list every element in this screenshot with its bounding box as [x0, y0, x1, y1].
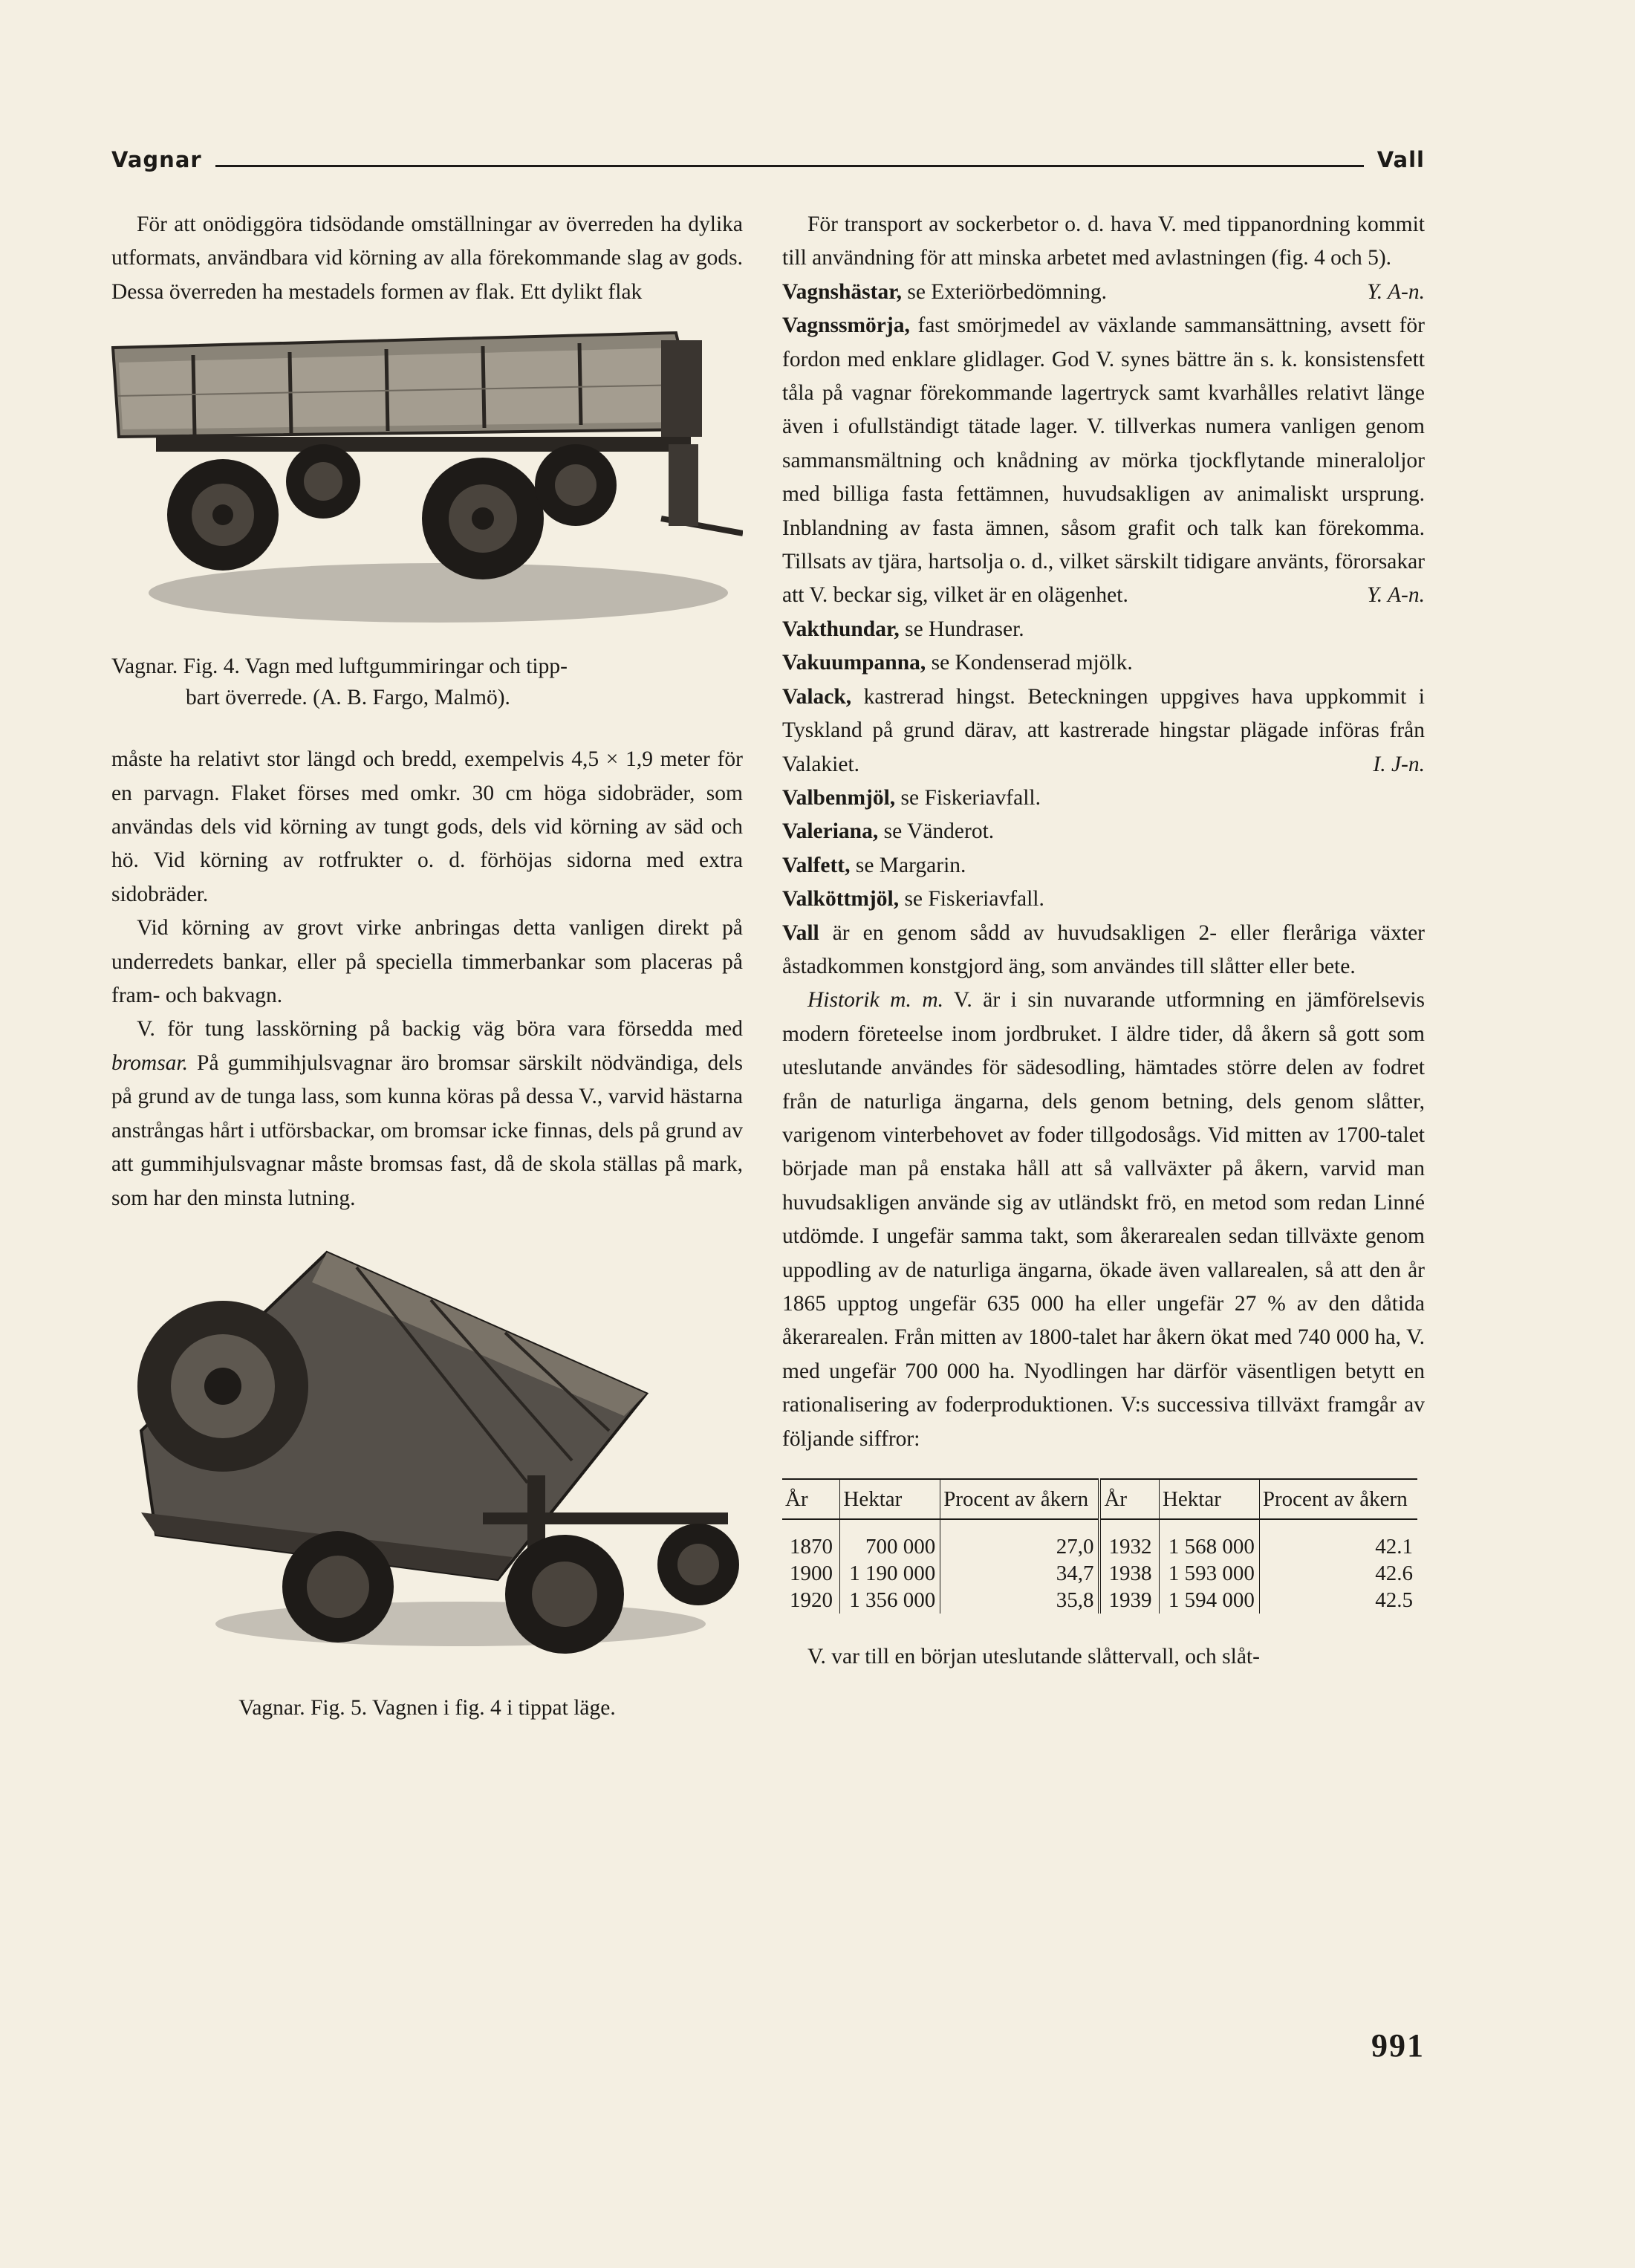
- figure-4-caption-line-1: Vagnar. Fig. 4. Vagn med luftgummiringar och tipp-: [111, 654, 568, 679]
- table-header-cell: År: [782, 1479, 840, 1519]
- figure-5-caption: Vagnar. Fig. 5. Vagnen i fig. 4 i tippat läge.: [238, 1695, 616, 1720]
- left-column: [111, 208, 743, 1723]
- left-paragraph-4-end: På gummihjulsvagnar äro bromsar särskilt nödvändiga, dels på grund av de tunga lass, som kunna köras på dessa V., varvid hästarna anstrångas hårt i utförsbackar, om bromsar icke finnas, dels på grund av att gummihjulsvagnar måste bromsas fast, då de skola ställas på mark, som har den minsta lutning.: [111, 1050, 743, 1210]
- historik-label: Historik m. m.: [807, 988, 943, 1013]
- right-paragraph-1-text: För transport av sockerbetor o. d. hava V. med tippanordning kommit till användning för att minska arbetet med avlastningen (fig. 4 och 5).: [782, 212, 1425, 270]
- table-header-cell: Hektar: [1159, 1479, 1259, 1519]
- table-header-cell: Procent av åkern: [940, 1479, 1100, 1519]
- entry-term: Valköttmjöl,: [782, 887, 900, 912]
- entry-valkottmjol: Valköttmjöl, se Fiskeriavfall.: [782, 887, 1044, 912]
- right-column: [782, 208, 1425, 1674]
- entry-term: Valeriana,: [782, 819, 879, 844]
- entry-term: Valfett,: [782, 853, 851, 877]
- table-header-cell: År: [1099, 1479, 1159, 1519]
- entry-term: Vakuumpanna,: [782, 651, 926, 675]
- entry-vakthundar: Vakthundar, se Hundraser.: [782, 617, 1024, 641]
- signature-i-jn: I. J-n.: [1373, 752, 1425, 776]
- table-header-row: [782, 1479, 1417, 1519]
- signature-y-an-2: Y. A-n.: [1367, 583, 1425, 608]
- figure-4-caption: [111, 651, 743, 713]
- entry-vagnssmorja: Vagnssmörja, fast smörjmedel av växlande sammansättning, avsett för fordon med enklare glidlager. God V. synes bättre än s. k. konsistensfett tåla på vagnar förekommande lagertryck samt kvarhålles relativt länge även i ofullständigt tätade lager. V. tillverkas numera vanligen genom sammansmältning och knådning av mörka tjockflytande mineraloljor med billiga fasta fettämnen, huvudsakligen av animaliskt ursprung. Inblandning av fasta ämnen, såsom grafit och talk kan förekomma. Tillsats av tjära, hartsolja o. d., vilket särskilt tidigare använts, förorsakar att V. beckar sig, vilket är en olägenhet. Y. A-n.: [782, 309, 1425, 613]
- running-head: [111, 147, 1425, 184]
- figure-4-caption-line-2: bart överrede. (A. B. Fargo, Malmö).: [186, 686, 510, 710]
- entry-term: Vagnssmörja,: [782, 313, 910, 338]
- table-row: 1900 1 190 000 34,7 1938 1 593 000 42.6: [782, 1560, 1417, 1587]
- left-paragraph-4: [111, 1013, 743, 1215]
- entry-term: Valack,: [782, 684, 852, 709]
- page-number: 991: [1371, 2027, 1425, 2064]
- entry-term: Valbenmjöl,: [782, 785, 896, 810]
- entry-valack: Valack, kastrerad hingst. Beteckningen uppgives hava uppkommit i Tyskland på grund därav, att kastrerade hingstar plägade införas från Valakiet. I. J-n.: [782, 680, 1425, 782]
- table-row: 1920 1 356 000 35,8 1939 1 594 000 42.5: [782, 1587, 1417, 1614]
- figure-5-tipped-wagon-photo: [111, 1238, 743, 1654]
- left-paragraph-4-start: V. för tung lasskörning på backig väg böra vara försedda med: [137, 1017, 743, 1042]
- entry-valeriana: Valeriana, se Vänderot.: [782, 819, 995, 844]
- entry-term: Vakthundar,: [782, 617, 900, 641]
- table-header-cell: Hektar: [840, 1479, 940, 1519]
- vall-area-table: [782, 1478, 1417, 1614]
- entry-term: Vagnshästar,: [782, 279, 902, 304]
- table-row: 1870 700 000 27,0 1932 1 568 000 42.1: [782, 1519, 1417, 1560]
- table-header-cell: Procent av åkern: [1259, 1479, 1417, 1519]
- entry-valbenmjol: Valbenmjöl, se Fiskeriavfall.: [782, 785, 1041, 810]
- entry-valfett: Valfett, se Margarin.: [782, 853, 966, 877]
- left-paragraph-2: måste ha relativt stor längd och bredd, exempelvis 4,5 × 1,9 meter för en parvagn. Flaket förses med omkr. 30 cm höga sidobräder, som användas dels vid körning av tungt gods, dels vid körning av säd och hö. Vid körning av rotfrukter o. d. förhöjas sidorna med extra sidobräder.: [111, 747, 743, 906]
- figure-4-wagon-photo: [111, 325, 743, 637]
- right-last-line: V. var till en början uteslutande slåttervall, och slåt-: [807, 1645, 1260, 1669]
- entry-vagnshastar: Vagnshästar, se Exteriörbedömning.: [782, 279, 1108, 304]
- historik-paragraph: Historik m. m. V. är i sin nuvarande utformning en jämförelsevis modern företeelse inom jordbruket. I äldre tider, då åkern så gott som uteslutande användes för sädesodling, hämtades större delen av fodret från de naturliga ängarna, dels genom betning, dels genom slåtter, varigenom vinterbehovet av foder tillgodosågs. Vid mitten av 1700-talet började man på enstaka håll att så vallväxter på åkern, varvid man huvudsakligen använde sig av utländskt frö, en metod som redan Linné utdömde. I ungefär samma takt, som åkerarealen sedan tillväxte genom uppodling av de naturliga ängarna, ökade även vallarealen, så att den år 1865 upptog ungefär 635 000 ha eller ungefär 27 % av den dåtida åkerarealen. Från mitten av 1800-talet har åkern ökat med 740 000 ha, V. med ungefär 700 000 ha. Nyodlingen har därför väsentligen betytt en rationalisering av foderproduktionen. V:s successiva tillväxt framgår av följande siffror:: [782, 988, 1425, 1451]
- entry-vakuumpanna: Vakuumpanna, se Kondenserad mjölk.: [782, 651, 1133, 675]
- header-left: Vagnar: [111, 147, 202, 172]
- signature-y-an-1: Y. A-n.: [1367, 279, 1425, 304]
- left-paragraph-1: För att onödiggöra tidsödande omställningar av överreden ha dylika utformats, användbara vid körning av alla förekommande slag av gods. Dessa överreden ha mestadels formen av flak. Ett dylikt flak: [111, 212, 743, 304]
- left-paragraph-4-italic: bromsar.: [111, 1050, 189, 1075]
- entry-vall: Vall är en genom sådd av huvudsakligen 2- eller fleråriga växter åstadkommen konstgjord äng, som användes till slåtter eller bete.: [782, 920, 1425, 978]
- left-paragraph-3: Vid körning av grovt virke anbringas detta vanligen direkt på underredets bankar, eller på speciella timmerbankar som placeras på fram- och bakvagn.: [111, 916, 743, 1008]
- header-rule: [215, 165, 1364, 167]
- entry-term: Vall: [782, 920, 819, 945]
- header-right: Vall: [1376, 147, 1425, 172]
